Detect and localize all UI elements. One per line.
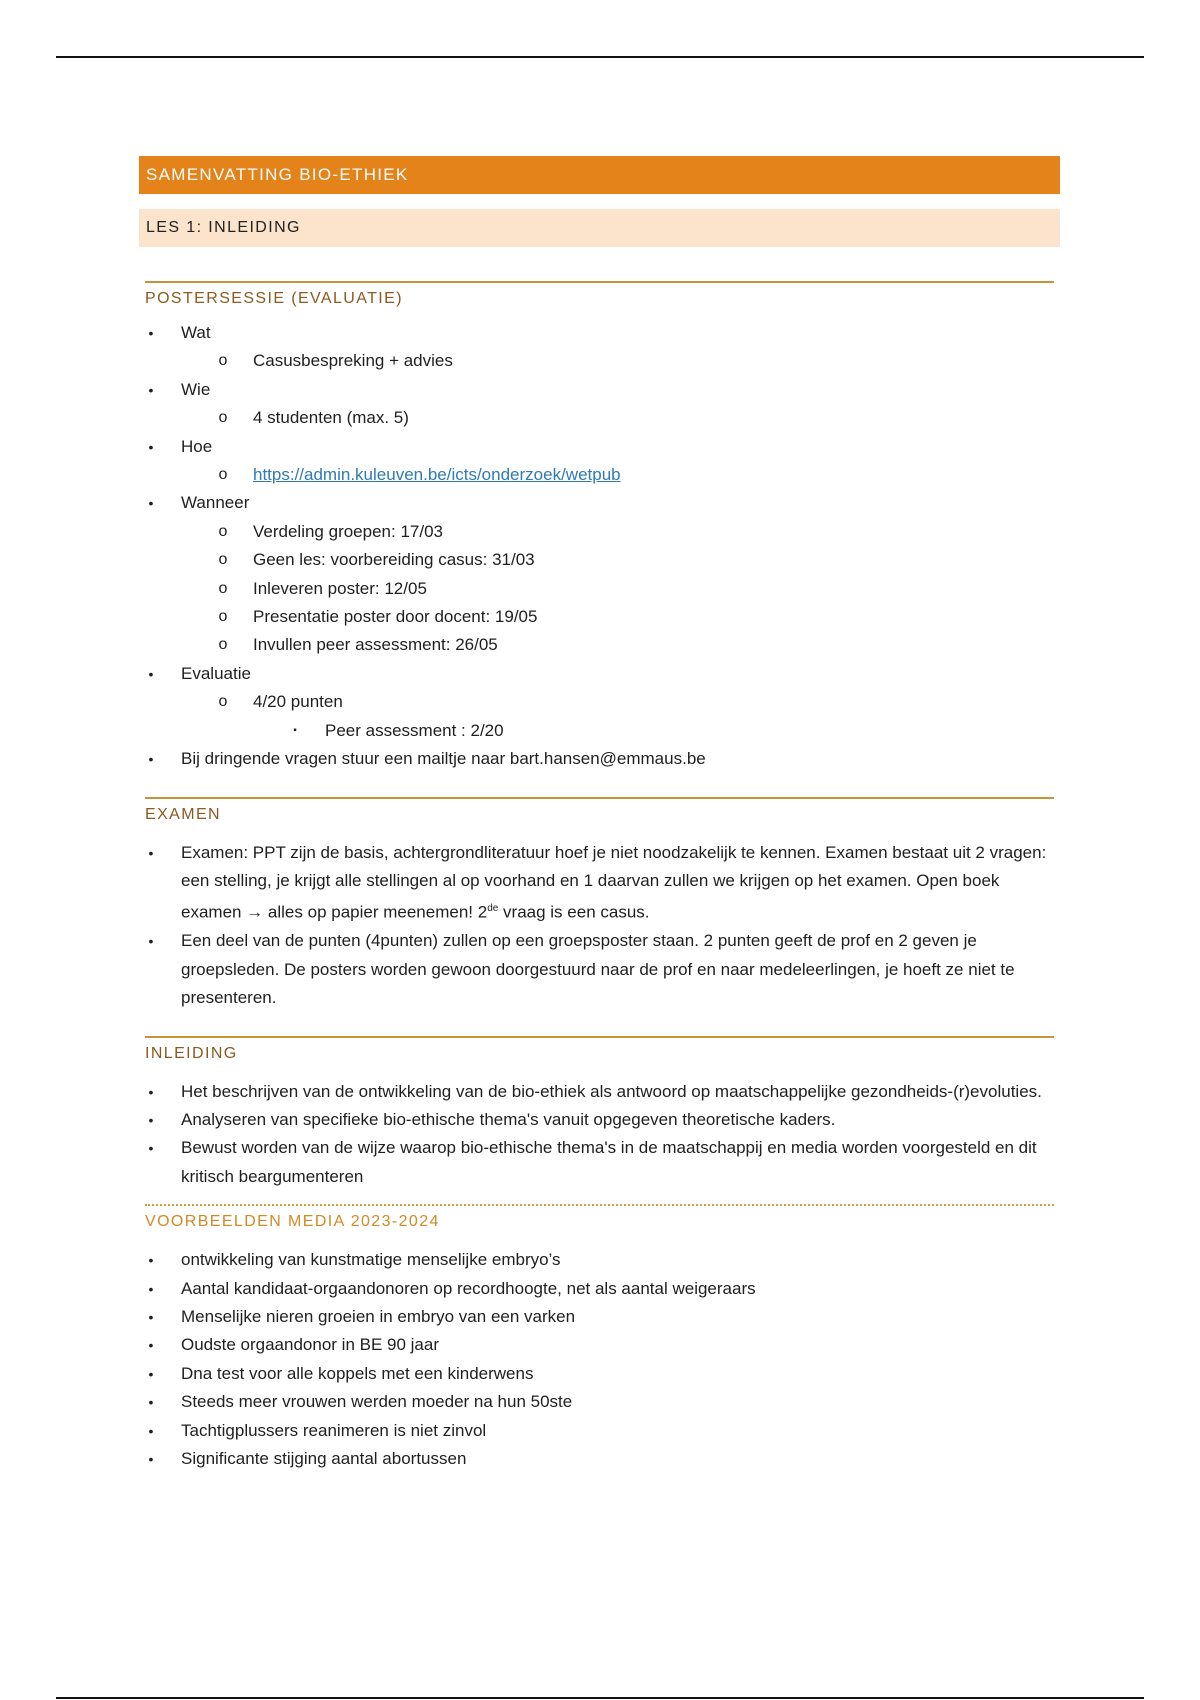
list-item (145, 433, 1054, 490)
arrow-icon: → (246, 902, 264, 922)
bullet-icon: o (218, 579, 228, 597)
list-item-label: Hoe (181, 436, 213, 456)
list-item-text: Presentatie poster door docent: 19/05 (253, 607, 538, 627)
bullet-icon: • (148, 1252, 154, 1269)
bullet-icon: ▪ (293, 724, 297, 736)
list-item-text: Het beschrijven van de ontwikkeling van de bio-ethiek als antwoord op maatschappelijke gezondheids-(r)evoluties. (181, 1081, 1042, 1101)
section-examen (145, 797, 1054, 1013)
list-item (145, 1106, 1054, 1134)
exam-text-part1: Examen: PPT zijn de basis, achtergrondliteratuur hoef je niet noodzakelijk te kennen. Examen bestaat uit 2 vragen: een stelling, je krijgt alle stellingen al op voorhand en 1 daarvan zullen we krijgen op het examen. Open boek examen (181, 842, 1047, 922)
list-item (145, 1078, 1054, 1106)
bullet-icon: • (148, 1280, 154, 1297)
list-item (217, 631, 1054, 659)
exam-text-part2: alles op papier meenemen! 2 (263, 902, 488, 922)
section-heading-examen: EXAMEN (145, 797, 1054, 827)
list-item-text: Dna test voor alle koppels met een kinderwens (181, 1363, 534, 1383)
section-inleiding (145, 1036, 1054, 1192)
bullet-icon: • (148, 495, 154, 512)
document-title: SAMENVATTING BIO-ETHIEK (139, 156, 1060, 194)
header-rule (56, 56, 1144, 58)
bullet-icon: • (148, 438, 154, 455)
list-item (217, 603, 1054, 631)
list-item (217, 688, 1054, 745)
list-item (145, 1445, 1054, 1473)
bullet-icon: o (218, 608, 228, 626)
lesson-title: LES 1: INLEIDING (139, 209, 1060, 247)
list-item-text: ontwikkeling van kunstmatige menselijke embryo’s (181, 1250, 561, 1270)
bullet-icon: • (148, 665, 154, 682)
examen-list (145, 839, 1054, 1013)
bullet-icon: • (148, 1083, 154, 1100)
bullet-icon: • (148, 933, 154, 950)
list-item (145, 1275, 1054, 1303)
section-heading-postersessie: POSTERSESSIE (EVALUATIE) (145, 281, 1054, 311)
list-item-label: Wie (181, 379, 211, 399)
exam-text-part3: vraag is een casus. (498, 902, 650, 922)
section-heading-media: VOORBEELDEN MEDIA 2023-2024 (145, 1204, 1054, 1234)
list-item (145, 319, 1054, 376)
list-item (145, 1417, 1054, 1445)
list-item (145, 660, 1054, 745)
list-item (145, 745, 1054, 773)
media-list (145, 1246, 1054, 1473)
contact-text: Bij dringende vragen stuur een mailtje naar bart.hansen@emmaus.be (181, 749, 706, 769)
bullet-icon: • (148, 1337, 154, 1354)
bullet-icon: • (148, 1140, 154, 1157)
list-item-label: Wanneer (181, 493, 250, 513)
list-item-label: Evaluatie (181, 663, 251, 683)
bullet-icon: • (148, 1365, 154, 1382)
postersessie-list (145, 319, 1054, 774)
document-body (139, 156, 1060, 1473)
list-item-text: 4 studenten (max. 5) (253, 408, 409, 428)
list-item-label: Wat (181, 323, 211, 342)
list-item (145, 1134, 1054, 1191)
bullet-icon: • (148, 1112, 154, 1128)
bullet-icon: o (218, 551, 228, 569)
inleiding-list (145, 1078, 1054, 1192)
bullet-icon: o (218, 522, 228, 540)
list-item-text: Een deel van de punten (4punten) zullen op een groepsposter staan. 2 punten geeft de prof en 2 geven je groepsleden. De posters worden gewoon doorgestuurd naar de prof en naar medeleerlingen, je hoeft ze niet te presenteren. (181, 931, 1015, 1008)
bullet-icon: • (148, 381, 154, 398)
bullet-icon: o (218, 352, 228, 370)
list-item (217, 461, 1054, 489)
bullet-icon: • (148, 325, 154, 341)
list-item-text: Verdeling groepen: 17/03 (253, 521, 443, 541)
bullet-icon: • (148, 751, 154, 768)
list-item-text: Inleveren poster: 12/05 (253, 578, 427, 598)
list-item-text: Oudste orgaandonor in BE 90 jaar (181, 1335, 440, 1355)
list-item-text: Significante stijging aantal abortussen (181, 1449, 467, 1469)
section-postersessie (145, 281, 1054, 774)
list-item (145, 1388, 1054, 1416)
list-item-text: Geen les: voorbereiding casus: 31/03 (253, 550, 535, 570)
section-media (145, 1204, 1054, 1473)
list-item-text: Aantal kandidaat-orgaandonoren op recordhoogte, net als aantal weigeraars (181, 1278, 756, 1298)
list-item-text: 4/20 punten (253, 692, 343, 712)
list-item-text: Tachtigplussers reanimeren is niet zinvol (181, 1420, 487, 1440)
list-item (145, 1246, 1054, 1274)
bullet-icon: o (218, 693, 228, 711)
list-item (145, 489, 1054, 659)
wetpub-link[interactable]: https://admin.kuleuven.be/icts/onderzoek/wetpub (253, 465, 621, 485)
bullet-icon: • (148, 1451, 154, 1468)
bullet-icon: o (218, 636, 228, 654)
list-item-text: Peer assessment : 2/20 (325, 720, 504, 740)
exam-text-sup: de (487, 903, 499, 915)
list-item (217, 518, 1054, 546)
list-item-text: Invullen peer assessment: 26/05 (253, 635, 498, 655)
bullet-icon: • (148, 1422, 154, 1439)
list-item-text: Analyseren van specifieke bio-ethische thema's vanuit opgegeven theoretische kaders. (181, 1110, 836, 1129)
list-item (217, 546, 1054, 574)
list-item-text: Menselijke nieren groeien in embryo van een varken (181, 1307, 576, 1327)
list-item (145, 1303, 1054, 1331)
section-heading-inleiding: INLEIDING (145, 1036, 1054, 1066)
list-item (217, 404, 1054, 432)
footer-rule (56, 1697, 1144, 1699)
list-item (145, 839, 1054, 928)
bullet-icon: o (218, 466, 228, 484)
list-item-text: Bewust worden van de wijze waarop bio-ethische thema's in de maatschappij en media worden voorgesteld en dit kritisch beargumenteren (181, 1138, 1037, 1186)
list-item (145, 927, 1054, 1012)
bullet-icon: • (148, 844, 154, 861)
bullet-icon: • (148, 1309, 154, 1326)
list-item-text: Casusbespreking + advies (253, 351, 453, 371)
list-item (145, 376, 1054, 433)
list-item (217, 347, 1054, 375)
list-item (145, 1331, 1054, 1359)
list-item (145, 1360, 1054, 1388)
list-item-text: Steeds meer vrouwen werden moeder na hun 50ste (181, 1392, 573, 1412)
bullet-icon: o (218, 409, 228, 427)
list-item (217, 575, 1054, 603)
bullet-icon: • (148, 1394, 154, 1411)
list-item (289, 717, 1054, 745)
